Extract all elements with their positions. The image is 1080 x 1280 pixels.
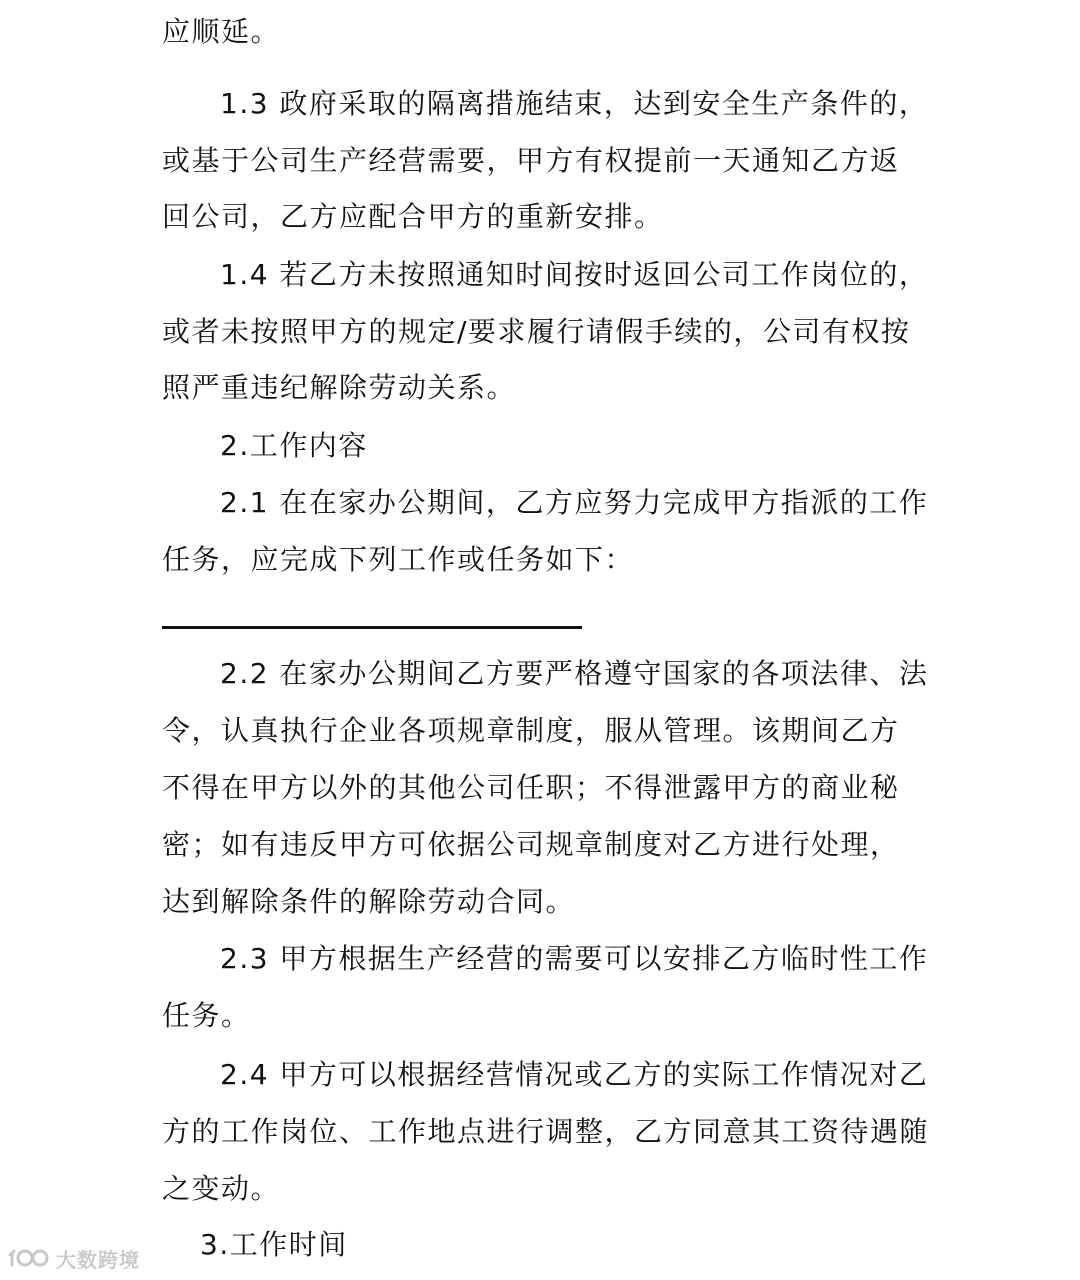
- text-line: 或基于公司生产经营需要，甲方有权提前一天通知乙方返: [162, 144, 900, 177]
- text-line: 回公司，乙方应配合甲方的重新安排。: [162, 200, 664, 233]
- text-line: 应顺延。: [162, 15, 281, 48]
- text-line: 或者未按照甲方的规定/要求履行请假手续的，公司有权按: [162, 315, 911, 348]
- text-line: 不得在甲方以外的其他公司任职；不得泄露甲方的商业秘: [162, 771, 900, 804]
- fill-in-blank-line: [162, 626, 582, 629]
- brand-logo-icon: [8, 1245, 52, 1271]
- text-line: 令，认真执行企业各项规章制度，服从管理。该期间乙方: [162, 714, 900, 747]
- clause-2-3-line: 2.3 甲方根据生产经营的需要可以安排乙方临时性工作: [220, 942, 929, 975]
- text-line: 照严重违纪解除劳动关系。: [162, 371, 517, 404]
- watermark-text: 大数跨境: [56, 1247, 140, 1272]
- text-line: 达到解除条件的解除劳动合同。: [162, 885, 576, 918]
- clause-2-2-line: 2.2 在家办公期间乙方要严格遵守国家的各项法律、法: [220, 657, 929, 690]
- text-line: 任务。: [162, 999, 251, 1032]
- watermark: [8, 1243, 140, 1273]
- text-line: 任务，应完成下列工作或任务如下：: [162, 543, 635, 576]
- clause-2-1-line: 2.1 在在家办公期间，乙方应努力完成甲方指派的工作: [220, 486, 929, 519]
- section-heading-work-time: 3.工作时间: [200, 1228, 348, 1261]
- section-heading-work-content: 2.工作内容: [220, 429, 368, 462]
- text-line: 之变动。: [162, 1172, 281, 1205]
- clause-1-4-line: 1.4 若乙方未按照通知时间按时返回公司工作岗位的，: [220, 258, 929, 291]
- clause-2-4-line: 2.4 甲方可以根据经营情况或乙方的实际工作情况对乙: [220, 1058, 929, 1091]
- text-line: 方的工作岗位、工作地点进行调整，乙方同意其工资待遇随: [162, 1115, 930, 1148]
- clause-1-3-line: 1.3 政府采取的隔离措施结束，达到安全生产条件的，: [220, 87, 929, 120]
- text-line: 密；如有违反甲方可依据公司规章制度对乙方进行处理，: [162, 828, 900, 861]
